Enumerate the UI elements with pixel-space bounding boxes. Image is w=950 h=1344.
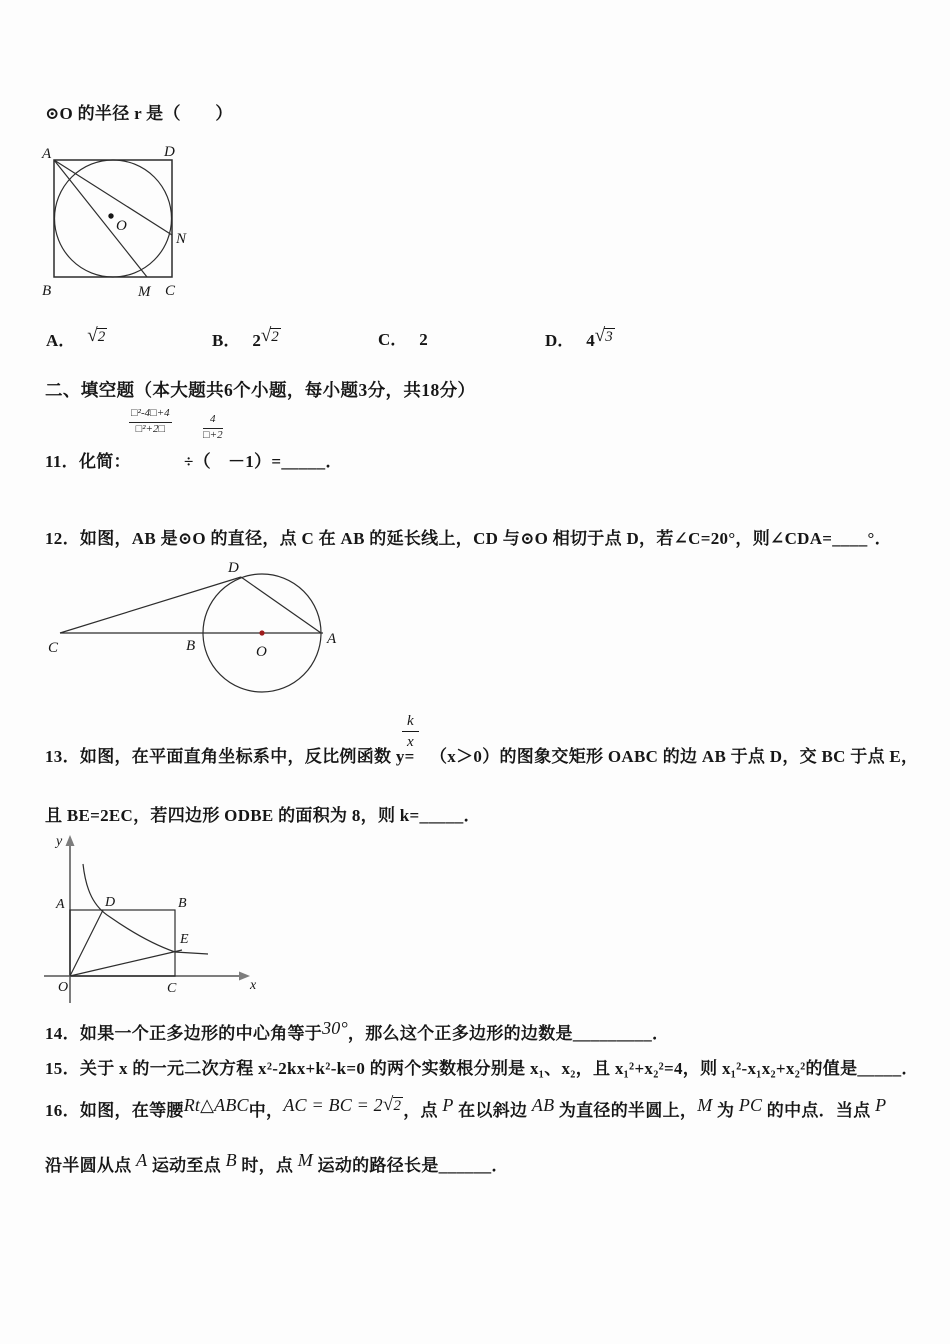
q16-s3: ，点 <box>403 1101 443 1120</box>
q16-equation-pre: AC = BC = 2 <box>283 1095 383 1115</box>
inscribed-circle <box>55 160 172 277</box>
label-N: N <box>176 231 187 247</box>
option-C-key: C． <box>378 330 408 349</box>
label-B: B <box>186 638 196 654</box>
label-B: B <box>42 283 52 299</box>
segment-OE <box>70 950 182 976</box>
option-D <box>545 325 615 351</box>
radicand: 2 <box>271 329 279 345</box>
label-y: y <box>56 834 63 849</box>
label-E: E <box>180 932 189 947</box>
segment-AN <box>54 160 172 235</box>
q14-pre: 14．如果一个正多边形的中心角等于 <box>45 1024 323 1043</box>
q16-segment-PC: PC <box>738 1095 763 1115</box>
radical-sign: √ <box>260 325 272 346</box>
q13-frac-denominator: x <box>407 734 414 750</box>
label-C: C <box>48 640 59 656</box>
option-B-key: B． <box>212 331 241 350</box>
option-C <box>378 325 428 350</box>
radical-sign: √ <box>87 325 98 346</box>
option-C-value: 2 <box>419 330 428 349</box>
label-B: B <box>178 896 187 911</box>
q14-text <box>45 1019 669 1044</box>
q13-frac-numerator: k <box>402 712 419 732</box>
option-A-key: A． <box>46 331 76 350</box>
q16-point-P: P <box>442 1095 454 1115</box>
radical-sign: √ <box>594 325 606 346</box>
q11-frac1-numerator: □²-4□+4 <box>129 407 172 423</box>
label-M: M <box>138 284 151 300</box>
q16-l2-s4-blank: 运动的路径长是______． <box>312 1156 509 1175</box>
q16-l2-s3: 时，点 <box>236 1156 298 1175</box>
q11-frac2-numerator: 4 <box>203 413 223 429</box>
segment-OD <box>70 910 103 976</box>
label-D: D <box>105 895 116 910</box>
q16-point-M2: M <box>297 1150 313 1170</box>
segment-AM <box>54 160 147 277</box>
option-A <box>46 325 107 351</box>
q14-post-blank: ，那么这个正多边形的边数是_________． <box>347 1024 670 1043</box>
q16-equation <box>283 1095 403 1115</box>
q13-k-over-x <box>402 712 419 751</box>
label-A: A <box>42 146 52 162</box>
q16-line1 <box>45 1096 886 1121</box>
label-C: C <box>165 283 176 299</box>
q11-label: 11．化简： <box>45 452 131 471</box>
coefficient: 2 <box>252 331 261 350</box>
sqrt-expression <box>87 325 107 347</box>
tangent-CD <box>60 577 241 633</box>
question-stem-tail: ⊙O 的半径 r 是（ ） <box>45 104 233 123</box>
sqrt-expression <box>595 325 615 347</box>
center-dot <box>259 630 264 635</box>
label-O: O <box>116 218 127 234</box>
option-D-key: D． <box>545 331 575 350</box>
label-A: A <box>56 897 65 912</box>
radicand: 2 <box>97 329 106 345</box>
q16-line2 <box>45 1151 509 1176</box>
option-B <box>212 325 281 351</box>
q11-divide-open: ÷（ <box>184 452 211 471</box>
hyperbola-curve <box>83 864 208 954</box>
q16-s7: 的中点．当点 <box>762 1101 876 1120</box>
q16-point-A: A <box>136 1150 148 1170</box>
q16-point-P2: P <box>875 1095 887 1115</box>
q16-l2-s2: 运动至点 <box>147 1156 226 1175</box>
q13-line2: 且 BE=2EC，若四边形 ODBE 的面积为 8，则 k=_____． <box>45 806 481 825</box>
label-x: x <box>250 978 257 993</box>
figure-square-inscribed-circle <box>40 141 240 313</box>
label-O: O <box>256 644 267 660</box>
label-A: A <box>327 631 337 647</box>
coefficient: 4 <box>586 331 595 350</box>
q15-text: 15．关于 x 的一元二次方程 x²-2kx+k²-k=0 的两个实数根分别是 x₁、x₂，且 x₁²+x₂²=4，则 x₁²-x₁x₂+x₂²的值是_____． <box>45 1059 919 1078</box>
sqrt-expression <box>383 1094 403 1116</box>
segment-DA <box>241 577 321 633</box>
label-D: D <box>228 560 239 576</box>
figure-circle-tangent <box>30 556 375 708</box>
q16-point-B: B <box>225 1150 237 1170</box>
center-dot <box>108 213 113 218</box>
label-C: C <box>167 981 177 996</box>
label-D: D <box>164 144 175 160</box>
q11-frac2-denominator: □+2 <box>203 429 223 442</box>
radical-sign: √ <box>382 1094 394 1115</box>
label-O: O <box>58 980 69 995</box>
sqrt-expression <box>261 325 281 347</box>
rectangle-OABC <box>70 910 175 976</box>
q16-s4: 在以斜边 <box>453 1101 532 1120</box>
q11-tail-blank: －1）=_____． <box>228 452 343 471</box>
q16-point-M: M <box>697 1095 713 1115</box>
x-axis-arrow <box>239 972 250 981</box>
q12-text: 12．如图，AB 是⊙O 的直径，点 C 在 AB 的延长线上，CD 与⊙O 相切于点 D，若∠C=20°，则∠CDA=____°． <box>45 529 892 548</box>
q16-hypotenuse-AB: AB <box>531 1095 555 1115</box>
y-axis-arrow <box>66 835 75 846</box>
q16-s1: 16．如图，在等腰 <box>45 1101 184 1120</box>
q13-pre: 13．如图，在平面直角坐标系中，反比例函数 y= <box>45 747 415 766</box>
radicand: 2 <box>393 1098 402 1114</box>
q16-rt-triangle: Rt△ABC <box>183 1095 249 1115</box>
q14-angle-value: 30° <box>322 1018 348 1038</box>
q16-s5: 为直径的半圆上， <box>554 1101 698 1120</box>
radicand: 3 <box>605 329 613 345</box>
q11-fraction-2 <box>203 413 223 443</box>
q13-post: （x＞0）的图象交矩形 OABC 的边 AB 于点 D，交 BC 于点 E， <box>430 747 919 766</box>
figure-hyperbola-rectangle <box>30 831 285 1013</box>
q11-frac1-denominator: □²+2□ <box>135 423 166 436</box>
q16-l2-s1: 沿半圆从点 <box>45 1156 137 1175</box>
q16-s2: 中， <box>248 1101 284 1120</box>
q11-fraction-1 <box>129 407 172 437</box>
section-title: 二、填空题（本大题共6个小题，每小题3分，共18分） <box>45 380 476 400</box>
q16-s6: 为 <box>712 1101 739 1120</box>
